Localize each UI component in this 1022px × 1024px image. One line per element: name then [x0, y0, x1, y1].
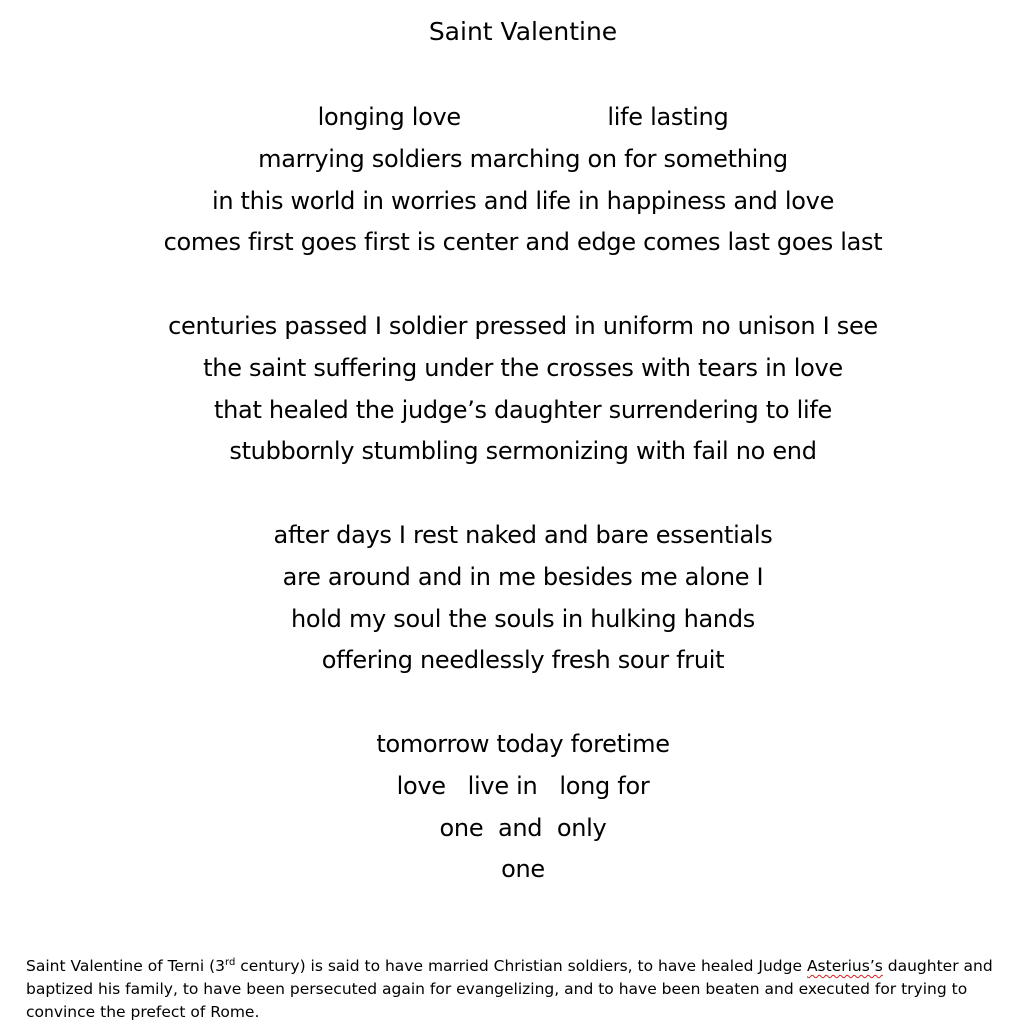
poem-line: tomorrow today foretime [376, 729, 670, 758]
footnote-text: daughter and baptized his family, to have been persecuted again for evangelizing, and to have been beaten and executed for trying to convince the prefect of Rome. [26, 957, 993, 1021]
poem-line: in this world in worries and life in happiness and love [211, 186, 835, 215]
stanza-break [0, 682, 1022, 724]
footnote-text: Saint Valentine of Terni (3 [26, 957, 226, 975]
stanza-3 [0, 515, 1022, 682]
footnote [26, 955, 1001, 1024]
poem-line: marrying soldiers marching on for something [258, 144, 788, 173]
poem-line: that healed the judge’s daughter surrendering to life [214, 395, 832, 424]
poem-line: comes first goes first is center and edge comes last goes last [163, 228, 883, 257]
stanza-break [0, 264, 1022, 306]
stanza-2 [0, 306, 1022, 473]
poem-line: one and only [439, 813, 607, 842]
poem-line: stubbornly stumbling sermonizing with fail no end [229, 437, 817, 466]
footnote-text: century) is said to have married Christian soldiers, to have healed Judge [235, 957, 807, 975]
stanza-break [0, 473, 1022, 515]
poem-line: centuries passed I soldier pressed in uniform no unison I see [168, 311, 878, 340]
spellcheck-flagged-word[interactable]: Asterius’s [806, 957, 883, 975]
poem-line: the saint suffering under the crosses with tears in love [203, 353, 843, 382]
poem-line: love live in long for [396, 771, 650, 800]
poem-line: one [501, 855, 545, 884]
poem-line: after days I rest naked and bare essentials [273, 520, 773, 549]
poem-line: offering needlessly fresh sour fruit [321, 646, 725, 675]
stanza-1 [0, 97, 1022, 264]
footnote-superscript: rd [225, 956, 236, 968]
poem-line: longing love life lasting [317, 103, 729, 131]
poem-line: are around and in me besides me alone I [282, 562, 764, 591]
poem-title: Saint Valentine [428, 17, 618, 46]
poem-body [0, 97, 1022, 891]
poem-line: hold my soul the souls in hulking hands [291, 604, 755, 633]
stanza-4 [0, 724, 1022, 891]
